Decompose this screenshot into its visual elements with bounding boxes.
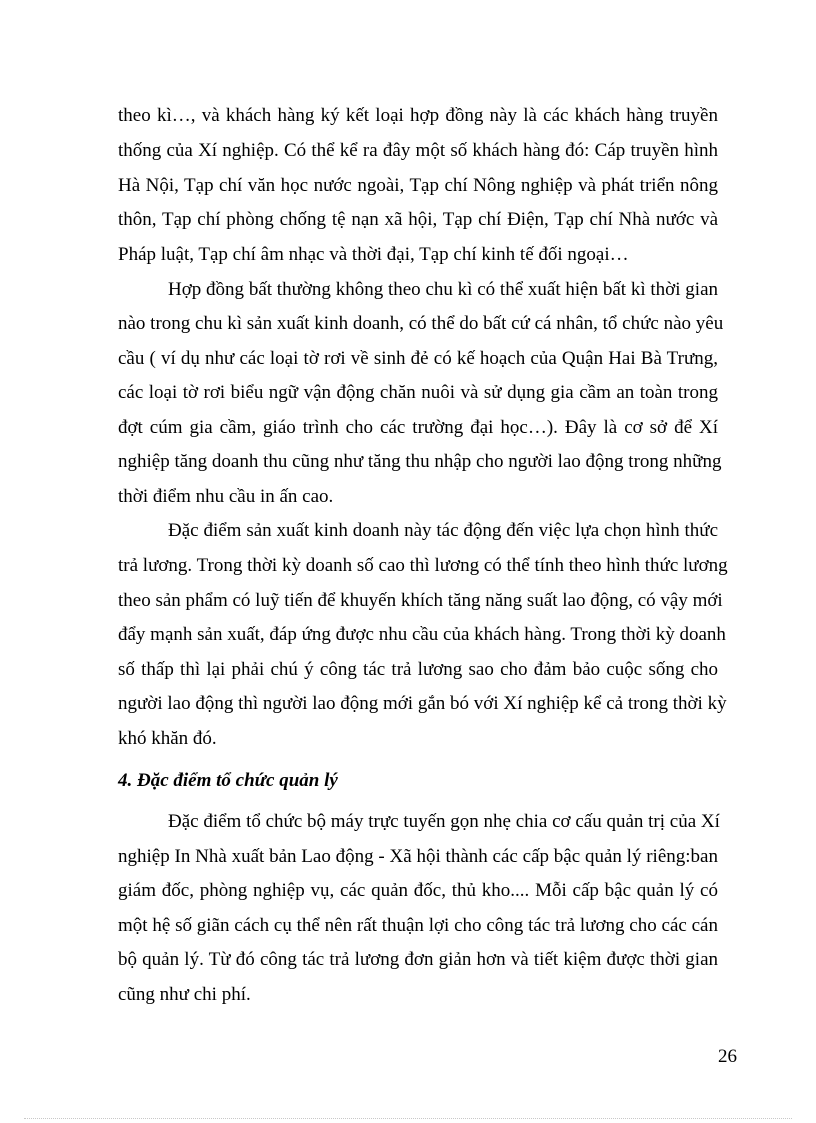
section-heading: 4. Đặc điểm tổ chức quản lý <box>118 770 338 791</box>
paragraph-1-line-3: Hà Nội, Tạp chí văn học nước ngoài, Tạp chí Nông nghiệp và phát triển nông <box>118 175 718 196</box>
paragraph-1-line-4: thôn, Tạp chí phòng chống tệ nạn xã hội, Tạp chí Điện, Tạp chí Nhà nước và <box>118 209 718 230</box>
paragraph-2-line-2: nào trong chu kì sản xuất kinh doanh, có thể do bất cứ cá nhân, tổ chức nào yêu <box>118 313 724 334</box>
paragraph-3-line-7: khó khăn đó. <box>118 728 217 749</box>
paragraph-1-line-1: theo kì…, và khách hàng ký kết loại hợp đồng này là các khách hàng truyền <box>118 105 718 126</box>
page-number: 26 <box>718 1046 737 1067</box>
paragraph-1-line-5: Pháp luật, Tạp chí âm nhạc và thời đại, Tạp chí kinh tế đối ngoại… <box>118 244 629 265</box>
paragraph-3-line-6: người lao động thì người lao động mới gắn bó với Xí nghiệp kể cả trong thời kỳ <box>118 693 727 714</box>
paragraph-3-line-2: trả lương. Trong thời kỳ doanh số cao thì lương có thể tính theo hình thức lương <box>118 555 728 576</box>
paragraph-4-line-6: cũng như chi phí. <box>118 984 251 1005</box>
paragraph-3-line-1: Đặc điểm sản xuất kinh doanh này tác động đến việc lựa chọn hình thức <box>168 520 718 541</box>
paragraph-4-line-5: bộ quản lý. Từ đó công tác trả lương đơn giản hơn và tiết kiệm được thời gian <box>118 949 718 970</box>
paragraph-4-line-4: một hệ số giãn cách cụ thể nên rất thuận lợi cho công tác trả lương cho các cán <box>118 915 718 936</box>
page-bottom-divider <box>24 1118 792 1119</box>
paragraph-4-line-2: nghiệp In Nhà xuất bản Lao động - Xã hội thành các cấp bậc quản lý riêng:ban <box>118 846 718 867</box>
paragraph-2-line-7: thời điểm nhu cầu in ấn cao. <box>118 486 334 507</box>
paragraph-2-line-6: nghiệp tăng doanh thu cũng như tăng thu nhập cho người lao động trong những <box>118 451 722 472</box>
paragraph-2-line-5: đợt cúm gia cầm, giáo trình cho các trường đại học…). Đây là cơ sở để Xí <box>118 417 718 438</box>
paragraph-4-line-3: giám đốc, phòng nghiệp vụ, các quản đốc, thủ kho.... Mỗi cấp bậc quản lý có <box>118 880 718 901</box>
paragraph-2-line-1: Hợp đồng bất thường không theo chu kì có thể xuất hiện bất kì thời gian <box>168 279 718 300</box>
paragraph-3-line-3: theo sản phẩm có luỹ tiến để khuyến khích tăng năng suất lao động, có vậy mới <box>118 590 723 611</box>
paragraph-4-line-1: Đặc điểm tổ chức bộ máy trực tuyến gọn nhẹ chia cơ cấu quản trị của Xí <box>168 811 720 832</box>
paragraph-2-line-3: cầu ( ví dụ như các loại tờ rơi về sinh đẻ có kế hoạch của Quận Hai Bà Trưng, <box>118 348 718 369</box>
paragraph-3-line-4: đẩy mạnh sản xuất, đáp ứng được nhu cầu của khách hàng. Trong thời kỳ doanh <box>118 624 726 645</box>
paragraph-2-line-4: các loại tờ rơi biểu ngữ vận động chăn nuôi và sử dụng gia cầm an toàn trong <box>118 382 718 403</box>
paragraph-1-line-2: thống của Xí nghiệp. Có thể kể ra đây một số khách hàng đó: Cáp truyền hình <box>118 140 718 161</box>
paragraph-3-line-5: số thấp thì lại phải chú ý công tác trả lương sao cho đảm bảo cuộc sống cho <box>118 659 718 680</box>
